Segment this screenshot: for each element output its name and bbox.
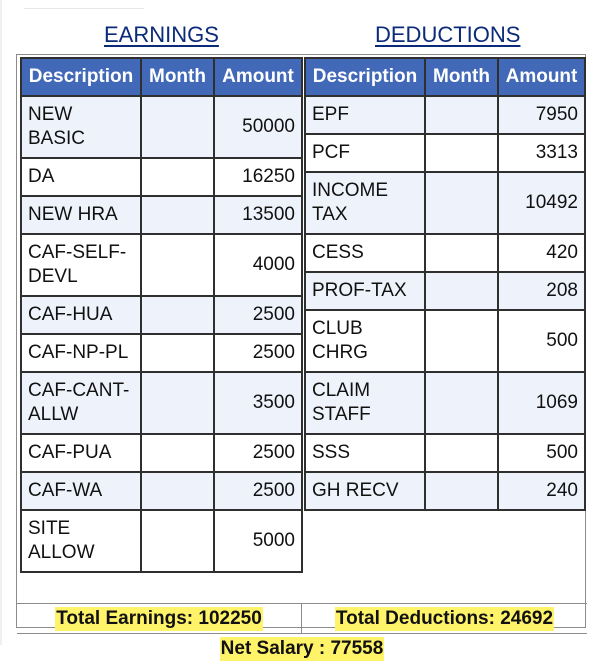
earnings-description-cell: CAF-PUA xyxy=(21,434,141,472)
table-row xyxy=(305,310,585,372)
table-row xyxy=(21,96,302,158)
deductions-description-cell: CLAIM STAFF xyxy=(305,372,425,434)
deductions-description-cell: PCF xyxy=(305,134,425,172)
earnings-month-cell xyxy=(141,334,214,372)
earnings-month-header: Month xyxy=(141,58,214,96)
left-frame-edge xyxy=(0,0,2,645)
deductions-heading: DEDUCTIONS xyxy=(375,22,521,47)
deductions-amount-cell: 10492 xyxy=(498,172,585,234)
salary-summary-box xyxy=(16,54,586,659)
table-row xyxy=(305,472,585,510)
table-row xyxy=(21,510,302,572)
deductions-month-cell xyxy=(425,234,498,272)
totals-row xyxy=(17,603,587,633)
top-divider xyxy=(24,8,144,9)
table-row xyxy=(21,296,302,334)
earnings-description-cell: CAF-CANT-ALLW xyxy=(21,372,141,434)
earnings-amount-header: Amount xyxy=(214,58,302,96)
total-deductions-text: Total Deductions: 24692 xyxy=(335,607,554,629)
net-salary-row xyxy=(17,633,587,663)
earnings-amount-cell: 3500 xyxy=(214,372,302,434)
net-salary-text: Net Salary : 77558 xyxy=(220,637,384,659)
table-row xyxy=(305,96,585,134)
deductions-month-cell xyxy=(425,310,498,372)
table-row xyxy=(305,172,585,234)
deductions-month-cell xyxy=(425,96,498,134)
table-row xyxy=(305,134,585,172)
deductions-description-cell: GH RECV xyxy=(305,472,425,510)
earnings-description-cell: CAF-HUA xyxy=(21,296,141,334)
earnings-description-cell: SITE ALLOW xyxy=(21,510,141,572)
table-row xyxy=(305,234,585,272)
earnings-description-cell: CAF-SELF-DEVL xyxy=(21,234,141,296)
table-row xyxy=(305,272,585,310)
earnings-amount-cell: 2500 xyxy=(214,434,302,472)
earnings-amount-cell: 16250 xyxy=(214,158,302,196)
section-headers xyxy=(16,20,586,54)
deductions-month-cell xyxy=(425,372,498,434)
deductions-description-cell: EPF xyxy=(305,96,425,134)
deductions-description-cell: CLUB CHRG xyxy=(305,310,425,372)
earnings-month-cell xyxy=(141,158,214,196)
earnings-month-cell xyxy=(141,434,214,472)
table-row xyxy=(21,472,302,510)
earnings-amount-cell: 4000 xyxy=(214,234,302,296)
total-earnings-cell xyxy=(17,604,302,633)
earnings-description-cell: CAF-WA xyxy=(21,472,141,510)
total-earnings-text: Total Earnings: 102250 xyxy=(56,607,262,629)
deductions-description-cell: SSS xyxy=(305,434,425,472)
deductions-month-cell xyxy=(425,134,498,172)
earnings-amount-cell: 2500 xyxy=(214,472,302,510)
table-row xyxy=(21,234,302,296)
deductions-month-header: Month xyxy=(425,58,498,96)
deductions-amount-cell: 3313 xyxy=(498,134,585,172)
table-row xyxy=(305,434,585,472)
deductions-month-cell xyxy=(425,472,498,510)
deductions-month-cell xyxy=(425,434,498,472)
table-row xyxy=(21,372,302,434)
earnings-amount-cell: 2500 xyxy=(214,334,302,372)
earnings-month-cell xyxy=(141,96,214,158)
earnings-month-cell xyxy=(141,196,214,234)
deductions-description-header: Description xyxy=(305,58,425,96)
earnings-heading: EARNINGS xyxy=(104,22,219,47)
deductions-amount-cell: 7950 xyxy=(498,96,585,134)
earnings-month-cell xyxy=(141,296,214,334)
deductions-amount-cell: 240 xyxy=(498,472,585,510)
deductions-month-cell xyxy=(425,272,498,310)
deductions-description-cell: CESS xyxy=(305,234,425,272)
table-row xyxy=(21,196,302,234)
table-row xyxy=(21,158,302,196)
earnings-amount-cell: 50000 xyxy=(214,96,302,158)
earnings-month-cell xyxy=(141,472,214,510)
deductions-description-cell: INCOME TAX xyxy=(305,172,425,234)
deductions-amount-cell: 500 xyxy=(498,434,585,472)
deductions-header-row xyxy=(305,58,585,96)
earnings-amount-cell: 5000 xyxy=(214,510,302,572)
deductions-amount-cell: 500 xyxy=(498,310,585,372)
deductions-amount-cell: 420 xyxy=(498,234,585,272)
table-row xyxy=(21,434,302,472)
deductions-month-cell xyxy=(425,172,498,234)
table-row xyxy=(21,334,302,372)
earnings-description-cell: DA xyxy=(21,158,141,196)
earnings-description-cell: NEW BASIC xyxy=(21,96,141,158)
deductions-amount-cell: 1069 xyxy=(498,372,585,434)
earnings-amount-cell: 2500 xyxy=(214,296,302,334)
earnings-description-cell: CAF-NP-PL xyxy=(21,334,141,372)
salary-slip xyxy=(16,20,586,659)
deductions-amount-header: Amount xyxy=(498,58,585,96)
earnings-table xyxy=(20,57,303,573)
table-row xyxy=(305,372,585,434)
deductions-amount-cell: 208 xyxy=(498,272,585,310)
total-deductions-cell xyxy=(302,604,587,633)
deductions-table xyxy=(304,57,586,511)
earnings-description-header: Description xyxy=(21,58,141,96)
earnings-header-row xyxy=(21,58,302,96)
deductions-description-cell: PROF-TAX xyxy=(305,272,425,310)
earnings-month-cell xyxy=(141,372,214,434)
earnings-month-cell xyxy=(141,510,214,572)
earnings-month-cell xyxy=(141,234,214,296)
earnings-description-cell: NEW HRA xyxy=(21,196,141,234)
earnings-amount-cell: 13500 xyxy=(214,196,302,234)
